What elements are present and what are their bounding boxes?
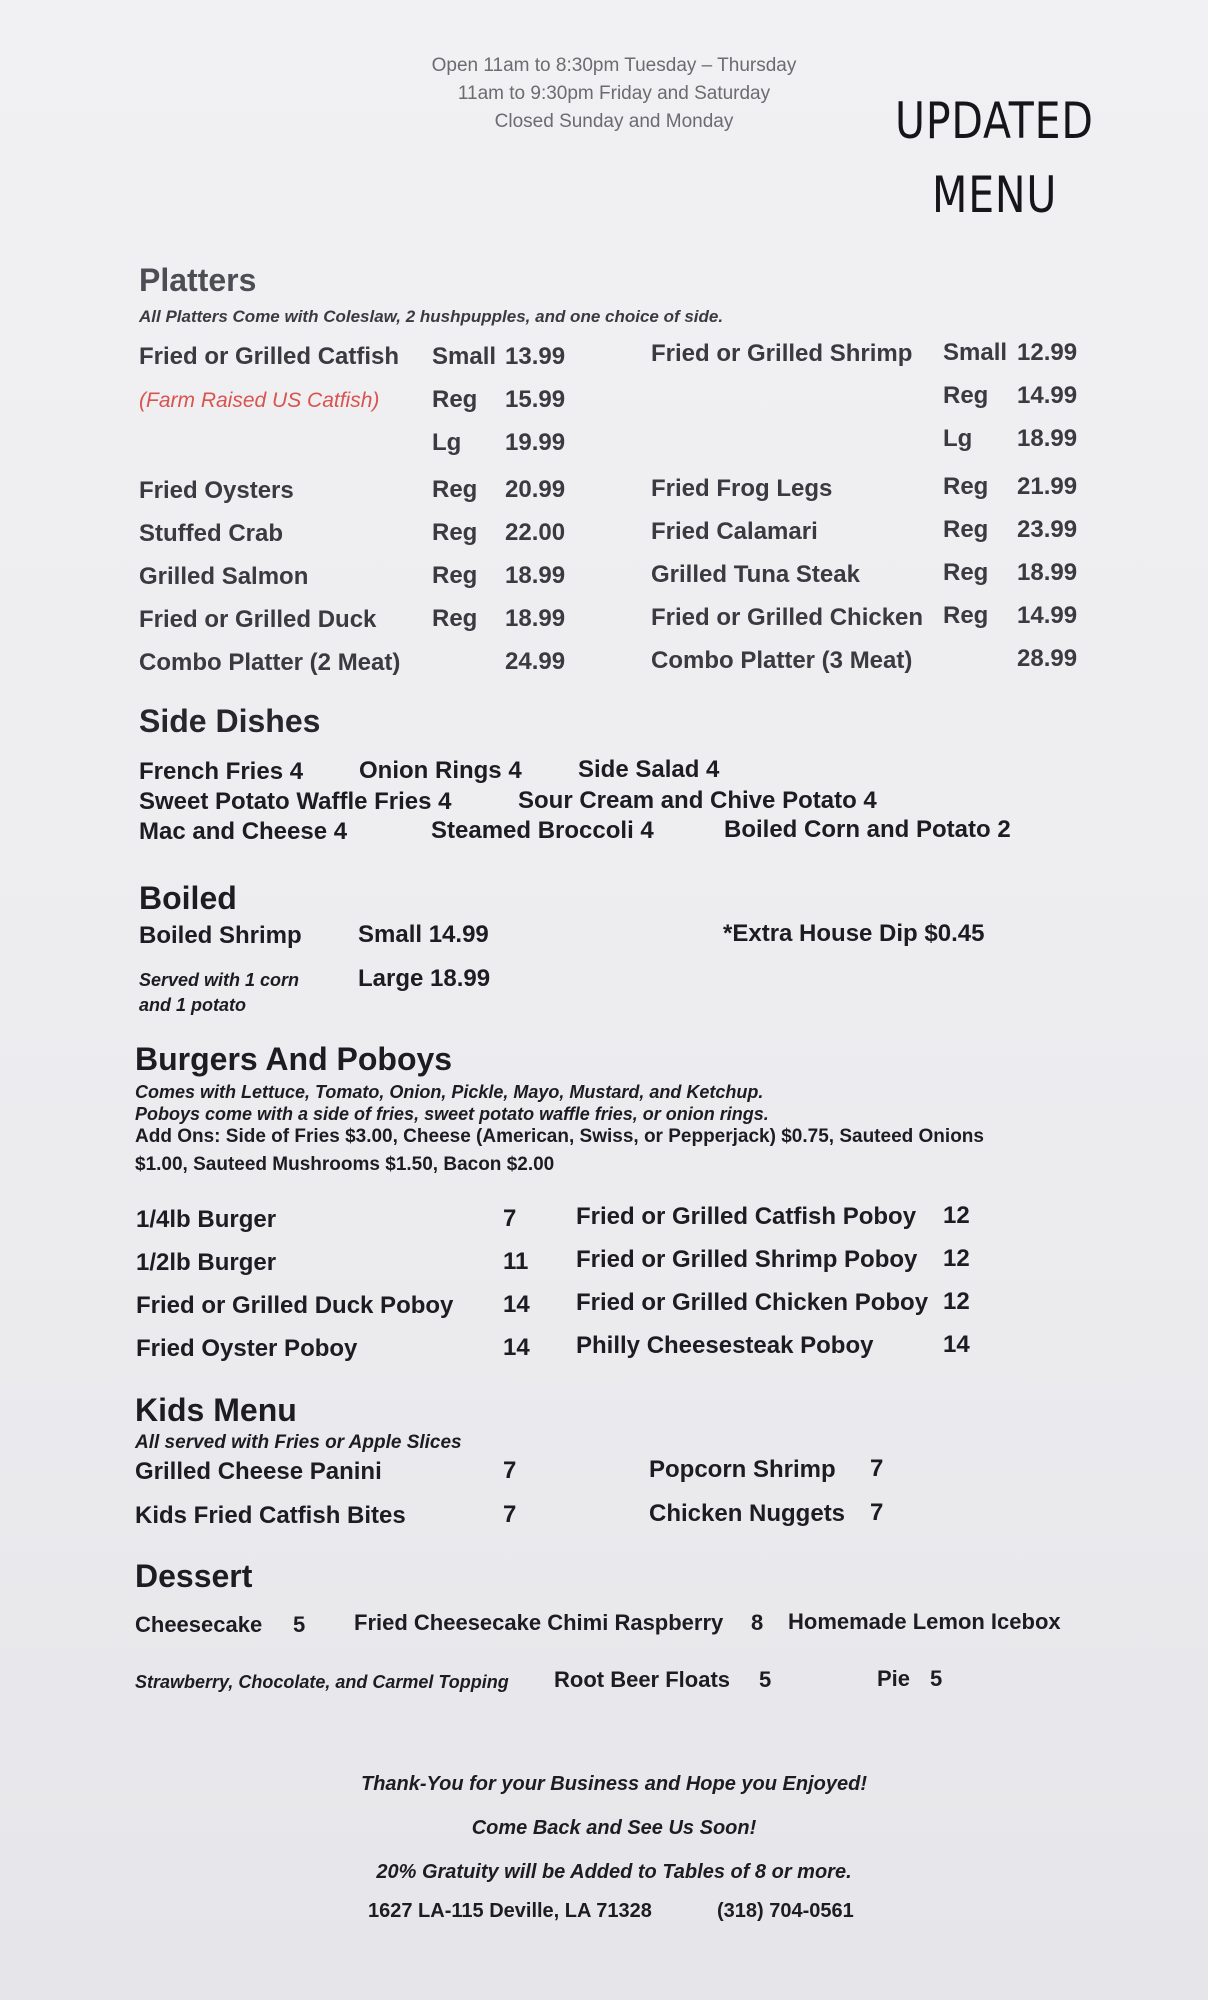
burger-left-3-name: Fried Oyster Poboy xyxy=(136,1335,358,1362)
boiled-note-1: Served with 1 corn xyxy=(139,970,300,990)
platter-right-0-size: Reg xyxy=(943,473,989,500)
platter-right-4-name: Combo Platter (3 Meat) xyxy=(651,647,913,674)
kids-left-0-price: 7 xyxy=(503,1457,517,1484)
platters-note: All Platters Come with Coleslaw, 2 hushpupples, and one choice of side. xyxy=(139,307,724,326)
burger-left-3-price: 14 xyxy=(503,1334,530,1361)
dessert-pie-price: 5 xyxy=(930,1666,943,1691)
burgers-heading: Burgers And Poboys xyxy=(135,1041,453,1077)
burger-right-2-price: 12 xyxy=(943,1288,970,1315)
platter-right-0-price: 21.99 xyxy=(1017,473,1078,500)
kids-heading: Kids Menu xyxy=(135,1392,297,1428)
burger-right-3-price: 14 xyxy=(943,1331,970,1358)
hours-line-3: Closed Sunday and Monday xyxy=(494,111,734,132)
dessert-topping-note: Strawberry, Chocolate, and Carmel Topping xyxy=(135,1672,509,1692)
kids-left-1-price: 7 xyxy=(503,1501,517,1528)
platter-right-3-name: Fried or Grilled Chicken xyxy=(651,604,924,631)
footer-gratuity: 20% Gratuity will be Added to Tables of 8 or more. xyxy=(376,1861,852,1883)
side-corn-potato: Boiled Corn and Potato 2 xyxy=(724,816,1011,843)
dessert-cheesecake-price: 5 xyxy=(293,1612,306,1637)
platter-right-1-size: Reg xyxy=(943,516,989,543)
side-broccoli: Steamed Broccoli 4 xyxy=(431,817,654,844)
platter-right-2-name: Grilled Tuna Steak xyxy=(651,561,860,588)
footer-phone: (318) 704-0561 xyxy=(717,1900,854,1922)
catfish-name: Fried or Grilled Catfish xyxy=(139,343,400,370)
shrimp-reg-price: 14.99 xyxy=(1017,382,1078,409)
updated-label: UPDATED xyxy=(895,92,1094,150)
platter-left-2-price: 18.99 xyxy=(505,562,566,589)
platter-right-3-price: 14.99 xyxy=(1017,602,1078,629)
catfish-lg-label: Lg xyxy=(432,429,462,456)
platter-left-3-price: 18.99 xyxy=(505,605,566,632)
platter-left-0-name: Fried Oysters xyxy=(139,477,294,504)
platter-left-1-size: Reg xyxy=(432,519,478,546)
dessert-chimi-price: 8 xyxy=(751,1610,764,1635)
platter-right-1-name: Fried Calamari xyxy=(651,518,818,545)
kids-left-1-name: Kids Fried Catfish Bites xyxy=(135,1502,406,1529)
side-mac-cheese: Mac and Cheese 4 xyxy=(139,818,348,845)
kids-left-0-name: Grilled Cheese Panini xyxy=(135,1458,382,1485)
sides-heading: Side Dishes xyxy=(139,703,321,739)
shrimp-reg-label: Reg xyxy=(943,382,989,409)
boiled-large-price: Large 18.99 xyxy=(358,965,491,992)
hours-line-2: 11am to 9:30pm Friday and Saturday xyxy=(457,83,771,104)
platter-left-0-size: Reg xyxy=(432,476,478,503)
boiled-small-price: Small 14.99 xyxy=(358,921,489,948)
kids-right-1-price: 7 xyxy=(870,1499,884,1526)
platter-right-2-price: 18.99 xyxy=(1017,559,1078,586)
burger-right-0-price: 12 xyxy=(943,1202,970,1229)
shrimp-lg-label: Lg xyxy=(943,425,973,452)
burger-left-0-price: 7 xyxy=(503,1205,517,1232)
burgers-addons-1: Add Ons: Side of Fries $3.00, Cheese (American, Swiss, or Pepperjack) $0.75, Sauteed Onions xyxy=(135,1126,984,1147)
platter-left-2-size: Reg xyxy=(432,562,478,589)
dessert-root-beer-floats: Root Beer Floats xyxy=(554,1667,731,1692)
dessert-heading: Dessert xyxy=(135,1558,253,1594)
boiled-heading: Boiled xyxy=(139,880,237,916)
side-french-fries: French Fries 4 xyxy=(139,758,304,785)
shrimp-small-price: 12.99 xyxy=(1017,339,1078,366)
side-sweet-potato: Sweet Potato Waffle Fries 4 xyxy=(139,788,452,815)
kids-right-0-name: Popcorn Shrimp xyxy=(649,1456,836,1483)
platter-right-3-size: Reg xyxy=(943,602,989,629)
footer-address: 1627 LA-115 Deville, LA 71328 xyxy=(368,1900,652,1922)
boiled-shrimp-name: Boiled Shrimp xyxy=(139,922,302,949)
extra-house-dip: *Extra House Dip $0.45 xyxy=(723,920,985,947)
hours-line-1: Open 11am to 8:30pm Tuesday – Thursday xyxy=(431,55,797,76)
side-salad: Side Salad 4 xyxy=(578,756,720,783)
platter-left-3-size: Reg xyxy=(432,605,478,632)
burger-right-1-name: Fried or Grilled Shrimp Poboy xyxy=(576,1246,918,1273)
side-sour-cream-potato: Sour Cream and Chive Potato 4 xyxy=(518,787,877,814)
dessert-cheesecake: Cheesecake xyxy=(135,1612,263,1637)
footer-come-back: Come Back and See Us Soon! xyxy=(471,1817,757,1839)
burger-left-1-name: 1/2lb Burger xyxy=(136,1249,277,1276)
shrimp-small-label: Small xyxy=(943,339,1008,366)
shrimp-lg-price: 18.99 xyxy=(1017,425,1078,452)
platters-heading: Platters xyxy=(139,262,257,298)
platter-left-1-name: Stuffed Crab xyxy=(139,520,283,547)
boiled-note-2: and 1 potato xyxy=(139,995,246,1015)
burger-right-3-name: Philly Cheesesteak Poboy xyxy=(576,1332,874,1359)
burgers-note-1: Comes with Lettuce, Tomato, Onion, Pickle, Mayo, Mustard, and Ketchup. xyxy=(135,1082,764,1102)
catfish-subnote: (Farm Raised US Catfish) xyxy=(139,389,380,412)
platter-left-3-name: Fried or Grilled Duck xyxy=(139,606,377,633)
burger-right-1-price: 12 xyxy=(943,1245,970,1272)
dessert-floats-price: 5 xyxy=(759,1667,772,1692)
catfish-small-label: Small xyxy=(432,343,497,370)
burger-left-2-name: Fried or Grilled Duck Poboy xyxy=(136,1292,454,1319)
kids-note: All served with Fries or Apple Slices xyxy=(135,1432,462,1453)
menu-label: MENU xyxy=(932,166,1058,224)
platter-right-0-name: Fried Frog Legs xyxy=(651,475,833,502)
dessert-lemon-icebox: Homemade Lemon Icebox xyxy=(788,1609,1061,1634)
dessert-pie: Pie xyxy=(877,1666,911,1691)
platter-left-0-price: 20.99 xyxy=(505,476,566,503)
catfish-reg-price: 15.99 xyxy=(505,386,566,413)
platter-right-1-price: 23.99 xyxy=(1017,516,1078,543)
footer-thanks: Thank-You for your Business and Hope you Enjoyed! xyxy=(361,1773,867,1795)
dessert-chimi: Fried Cheesecake Chimi Raspberry xyxy=(354,1610,724,1635)
kids-right-0-price: 7 xyxy=(870,1455,884,1482)
catfish-small-price: 13.99 xyxy=(505,343,566,370)
platter-left-2-name: Grilled Salmon xyxy=(139,563,309,590)
burger-left-0-name: 1/4lb Burger xyxy=(136,1206,277,1233)
kids-right-1-name: Chicken Nuggets xyxy=(649,1500,846,1527)
burger-left-1-price: 11 xyxy=(503,1248,529,1275)
burgers-note-2: Poboys come with a side of fries, sweet potato waffle fries, or onion rings. xyxy=(135,1104,769,1124)
platter-left-4-price: 24.99 xyxy=(505,648,566,675)
platter-right-4-price: 28.99 xyxy=(1017,645,1078,672)
side-onion-rings: Onion Rings 4 xyxy=(359,757,522,784)
burgers-addons-2: $1.00, Sauteed Mushrooms $1.50, Bacon $2.00 xyxy=(135,1154,555,1175)
platter-left-4-name: Combo Platter (2 Meat) xyxy=(139,649,401,676)
catfish-lg-price: 19.99 xyxy=(505,429,566,456)
shrimp-name: Fried or Grilled Shrimp xyxy=(651,340,913,367)
catfish-reg-label: Reg xyxy=(432,386,478,413)
platter-left-1-price: 22.00 xyxy=(505,519,566,546)
platter-right-2-size: Reg xyxy=(943,559,989,586)
burger-left-2-price: 14 xyxy=(503,1291,530,1318)
burger-right-0-name: Fried or Grilled Catfish Poboy xyxy=(576,1203,917,1230)
burger-right-2-name: Fried or Grilled Chicken Poboy xyxy=(576,1289,929,1316)
